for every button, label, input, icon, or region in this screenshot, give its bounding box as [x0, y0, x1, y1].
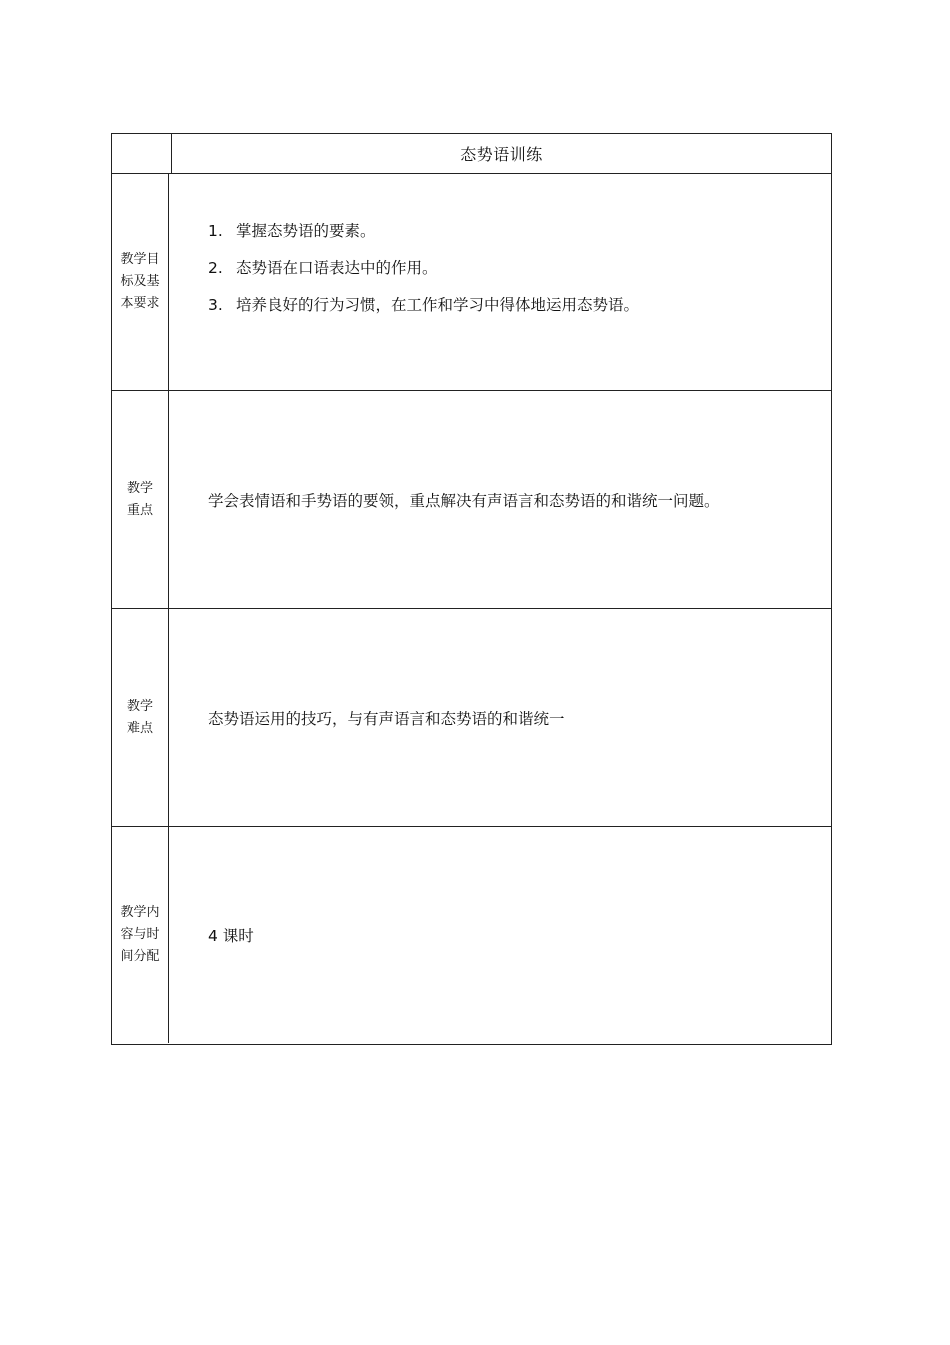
table-title-row — [112, 134, 831, 174]
row-label-time-allocation: 教学内容与时间分配 — [112, 827, 169, 1043]
row-label-key-points: 教学重点 — [112, 391, 169, 608]
lesson-plan-table — [111, 133, 832, 1045]
row-label-objectives: 教学目标及基本要求 — [112, 174, 169, 390]
objectives-content — [169, 174, 831, 390]
list-item: 3. 培养良好的行为习惯，在工作和学习中得体地运用态势语。 — [208, 296, 640, 314]
row-objectives — [112, 174, 831, 391]
lesson-title: 态势语训练 — [460, 145, 543, 164]
list-item: 2. 态势语在口语表达中的作用。 — [208, 259, 438, 277]
title-corner-cell — [112, 134, 172, 173]
row-label-difficulties: 教学难点 — [112, 609, 169, 826]
list-item: 1. 掌握态势语的要素。 — [208, 222, 376, 240]
difficulties-content: 态势语运用的技巧，与有声语言和态势语的和谐统一 — [208, 709, 565, 728]
row-difficulties — [112, 609, 831, 827]
key-points-content: 学会表情语和手势语的要领，重点解决有声语言和态势语的和谐统一问题。 — [208, 491, 720, 510]
time-allocation-content: 4 课时 — [208, 927, 254, 945]
objectives-list — [208, 218, 639, 329]
row-key-points — [112, 391, 831, 609]
row-time-allocation — [112, 827, 831, 1043]
